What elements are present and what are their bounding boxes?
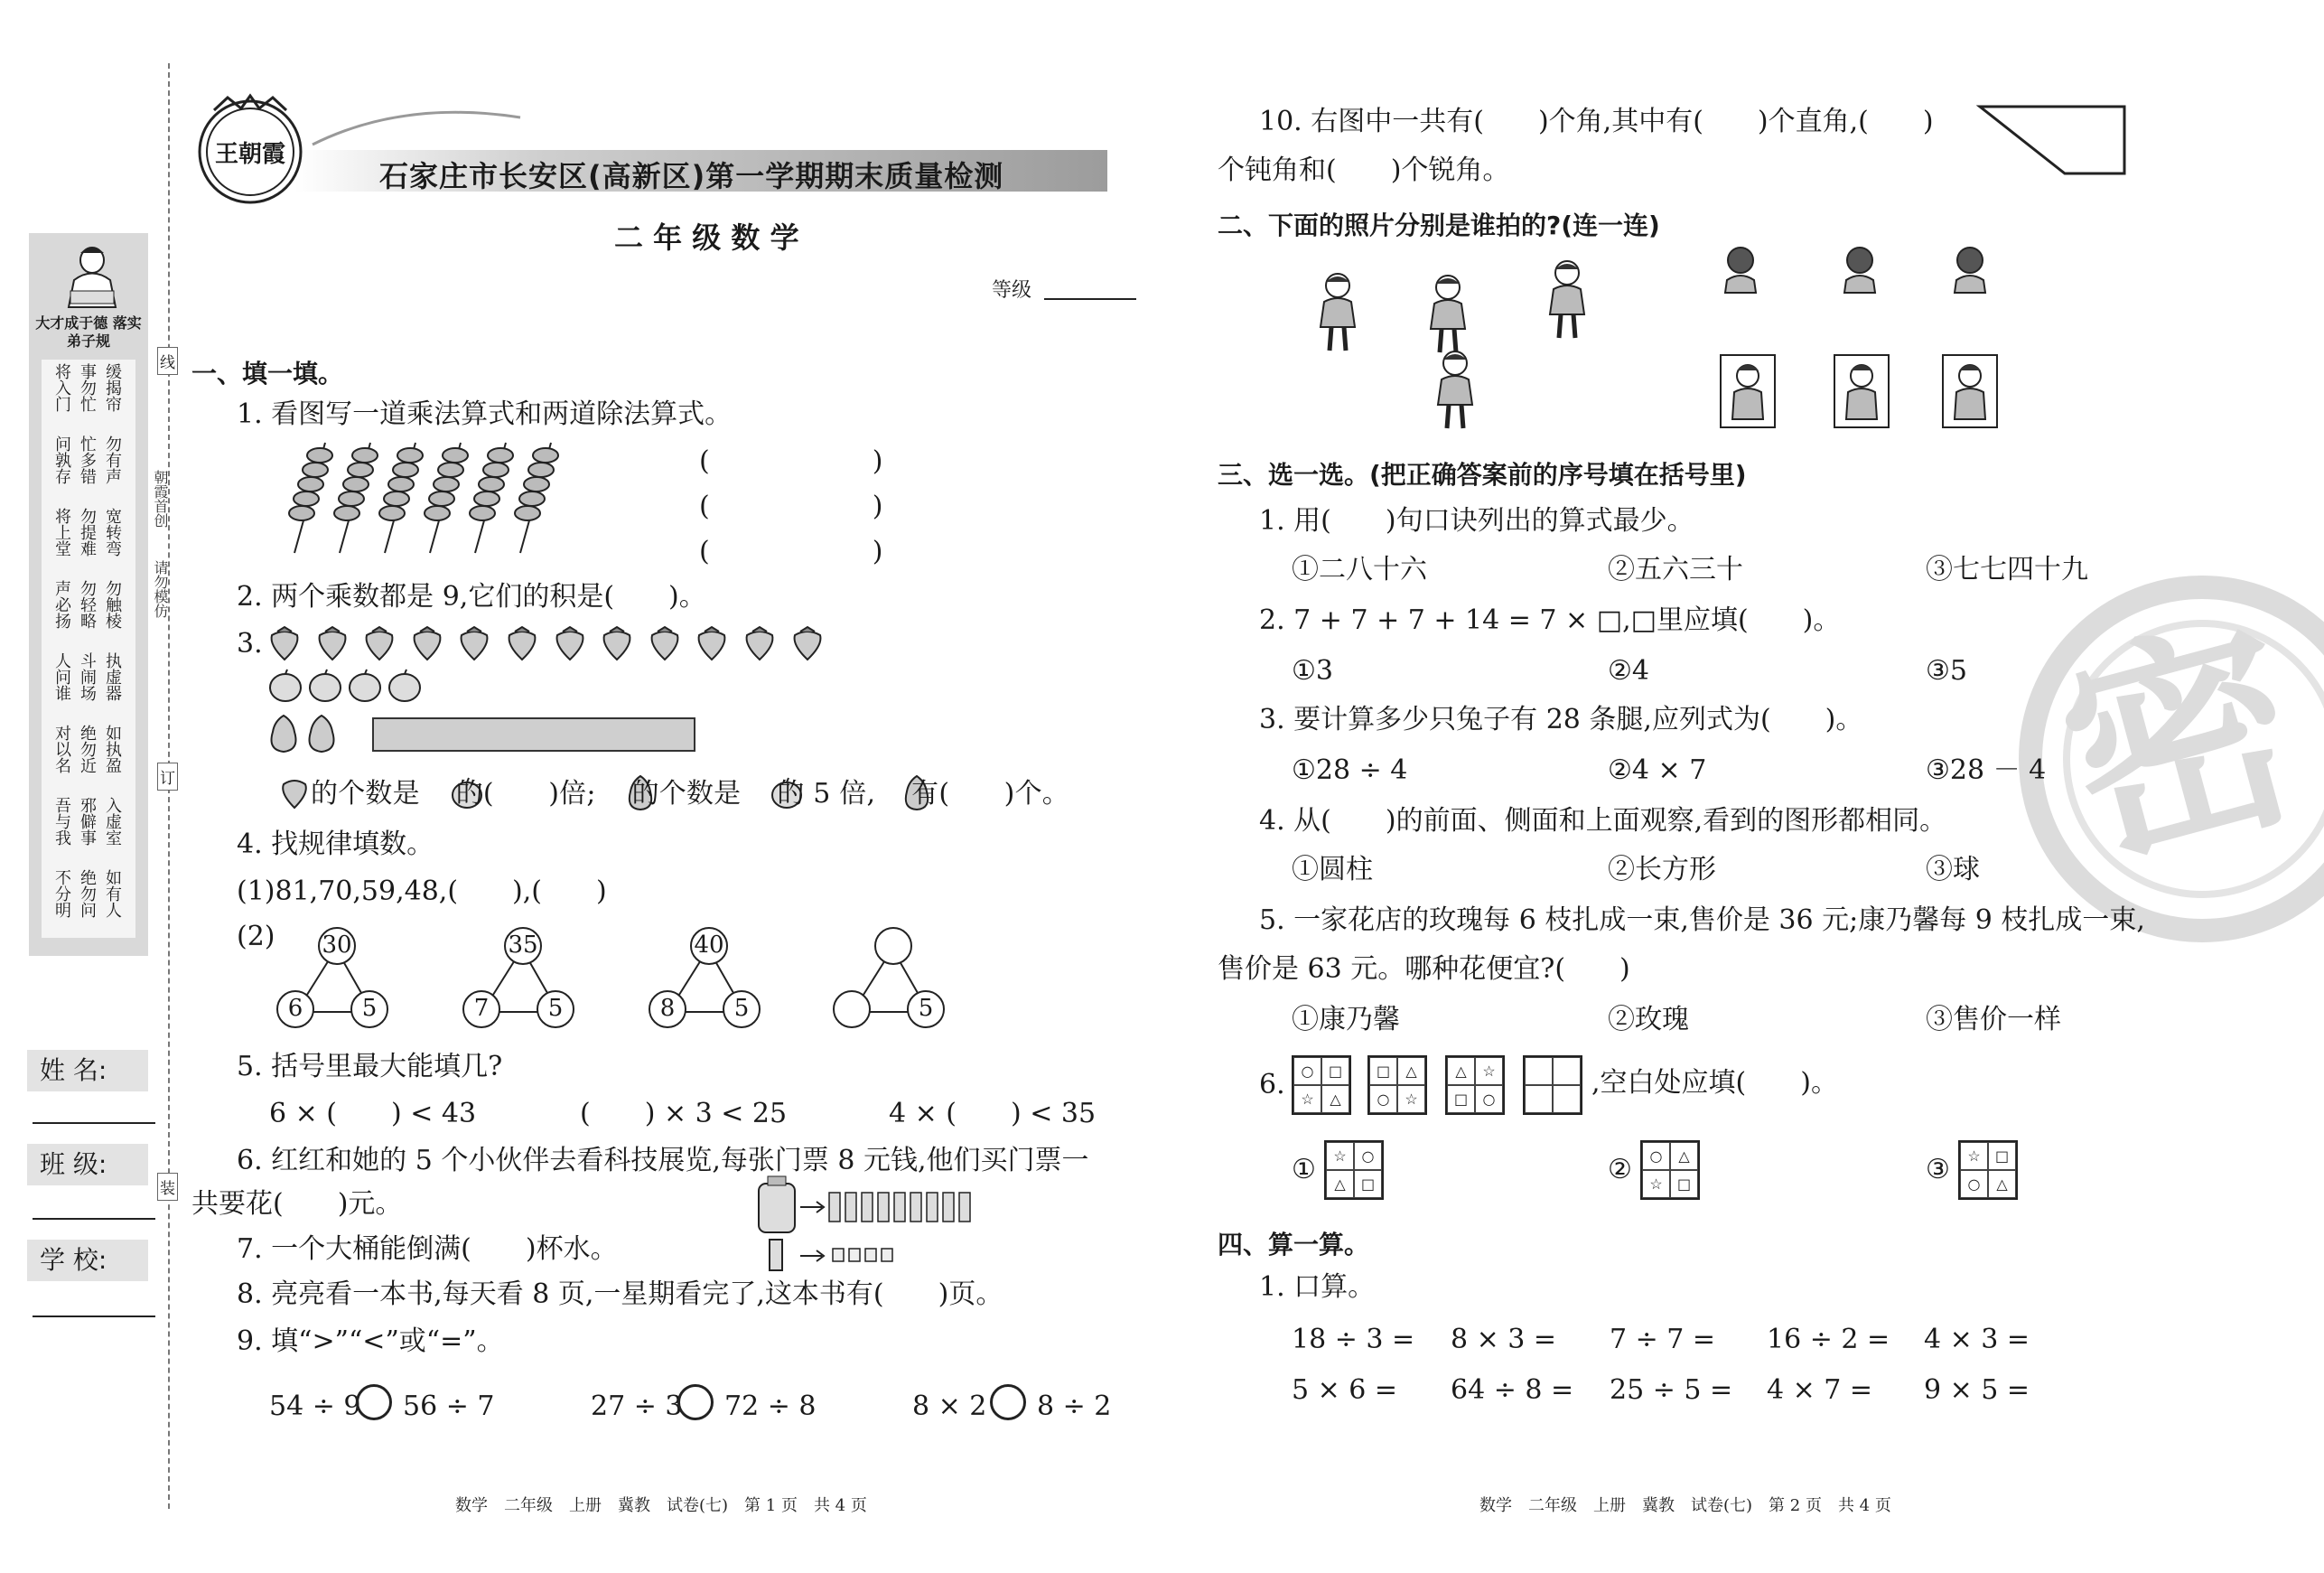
triangle-top-number [874, 927, 912, 965]
c4-opt-1[interactable]: ①圆柱 [1292, 854, 1373, 885]
side-verse-col: 勿轻略 [78, 580, 97, 629]
triangle-top-number: 35 [504, 927, 542, 965]
strawberry-inline-icon [278, 775, 311, 810]
candied-fruit-skewers-icon [285, 441, 574, 553]
section-3-heading: 三、选一选。(把正确答案前的序号填在括号里) [1218, 460, 1747, 490]
child-head-icon [1839, 244, 1881, 295]
side-verse-col: 将上堂 [52, 508, 71, 557]
q10-text-line2: 个钝角和( )个锐角。 [1218, 154, 1510, 186]
q9-text: 9. 填“>”“<”或“=”。 [237, 1325, 504, 1357]
c2-opt-2[interactable]: ②4 [1608, 655, 1649, 687]
shape-cell: △ [1447, 1057, 1475, 1085]
c6-option-grid[interactable] [1958, 1140, 2018, 1200]
side-verse-col: 斗闹场 [78, 652, 97, 701]
child-figure-icon [1535, 258, 1599, 342]
shape-cell: ☆ [1293, 1085, 1321, 1113]
c1-opt-3[interactable]: ③七七四十九 [1926, 554, 2088, 585]
q5-item-1: 6 × ( ) < 43 [269, 1098, 477, 1129]
apple-icon [267, 669, 303, 703]
shape-cell: △ [1988, 1170, 2016, 1198]
strawberry-icon [553, 625, 587, 661]
q9-right-1: 56 ÷ 7 [403, 1390, 495, 1422]
q9-compare-circle-1[interactable] [356, 1384, 392, 1420]
shape-cell: ○ [1293, 1057, 1321, 1085]
q4-part2-label: (2) [237, 921, 275, 952]
side-motto: 大才成于德 落实弟子规 [35, 314, 142, 350]
margin-mark-3: 装 [157, 1173, 178, 1201]
q7-text: 7. 一个大桶能倒满( )杯水。 [237, 1233, 618, 1265]
side-verse-col: 缓揭帘 [103, 363, 122, 412]
c1-opt-1[interactable]: ①二八十六 [1292, 554, 1427, 585]
strawberry-icon [362, 625, 397, 661]
page-subtitle: 二 年 级 数 学 [614, 220, 799, 255]
shape-grid [1523, 1055, 1582, 1115]
triangle-top-number: 30 [318, 927, 356, 965]
angle-figure-icon [1974, 101, 2128, 179]
child-figure-icon [1423, 349, 1487, 432]
grade-label: 等级 [992, 279, 1032, 302]
shape-cell: △ [1321, 1085, 1349, 1113]
shape-cell: □ [1321, 1057, 1349, 1085]
strawberry-icon [315, 625, 350, 661]
triangle-left-number: 8 [649, 990, 686, 1028]
side-verse-col: 宽转弯 [103, 508, 122, 557]
c2-opt-1[interactable]: ①3 [1292, 655, 1333, 687]
side-verse-col: 不分明 [52, 869, 71, 918]
k1-text: 1. 口算。 [1259, 1271, 1376, 1303]
shape-cell [1525, 1085, 1553, 1113]
strawberry-icon [742, 625, 777, 661]
section-4-heading: 四、算一算。 [1218, 1230, 1370, 1259]
c2-opt-3[interactable]: ③5 [1926, 655, 1967, 687]
answer-bar [372, 717, 695, 752]
side-verse-col: 对以名 [52, 725, 71, 773]
strawberry-icon [457, 625, 491, 661]
side-verse-col: 绝勿近 [78, 725, 97, 773]
c3-opt-1[interactable]: ①28 ÷ 4 [1292, 754, 1408, 786]
school-field[interactable] [33, 1316, 155, 1317]
q9-left-1: 54 ÷ 9 [269, 1390, 361, 1422]
side-verse-col: 人问谁 [52, 652, 71, 701]
q9-compare-circle-2[interactable] [677, 1384, 714, 1420]
side-verse-col: 勿有声 [103, 435, 122, 484]
side-verse-col: 声必扬 [52, 580, 71, 629]
shape-cell: ☆ [1642, 1170, 1670, 1198]
shape-cell: ○ [1960, 1170, 1988, 1198]
side-verse-col: 绝勿问 [78, 869, 97, 918]
brand-logo-text: 王朝霞 [215, 141, 286, 168]
side-note-2: 请勿模仿 [152, 560, 169, 618]
oral-calc-item: 4 × 7 = [1767, 1374, 1873, 1406]
shape-cell: ○ [1369, 1085, 1397, 1113]
shape-grid [1367, 1055, 1427, 1115]
c6-option-grid[interactable] [1324, 1140, 1384, 1200]
c3-text: 3. 要计算多少只兔子有 28 条腿,应列式为( )。 [1259, 704, 1863, 735]
water-bucket-cups-icon [755, 1175, 1008, 1274]
c5-opt-1[interactable]: ①康乃馨 [1292, 1004, 1400, 1035]
q4-text: 4. 找规律填数。 [237, 829, 434, 860]
q9-compare-circle-3[interactable] [990, 1384, 1026, 1420]
side-verse-col: 入虚室 [103, 797, 122, 846]
oral-calc-item: 25 ÷ 5 = [1610, 1374, 1733, 1406]
q5-item-3: 4 × ( ) < 35 [889, 1098, 1097, 1129]
pear-icon [266, 712, 347, 754]
child-figure-icon [1416, 273, 1479, 356]
section-2-heading: 二、下面的照片分别是谁拍的?(连一连) [1218, 211, 1660, 240]
shape-cell [1525, 1057, 1553, 1085]
name-label: 姓 名: [27, 1050, 148, 1091]
q1-text: 1. 看图写一道乘法算式和两道除法算式。 [237, 398, 733, 430]
page-title: 石家庄市长安区(高新区)第一学期期末质量检测 [379, 159, 1004, 193]
c1-text: 1. 用( )句口诀列出的算式最少。 [1259, 505, 1694, 537]
shape-cell: □ [1354, 1170, 1382, 1198]
shape-cell: ○ [1354, 1142, 1382, 1170]
q5-text: 5. 括号里最大能填几? [237, 1051, 503, 1082]
watermark-character: 密 [2038, 588, 2324, 902]
c5-opt-3[interactable]: ③售价一样 [1926, 1004, 2061, 1035]
shape-cell [1553, 1085, 1581, 1113]
shape-grid [1292, 1055, 1351, 1115]
section-1-heading: 一、填一填。 [191, 359, 344, 389]
q1-blank-2[interactable]: ( ) [699, 491, 883, 522]
shape-cell: ○ [1475, 1085, 1503, 1113]
shape-cell: ☆ [1960, 1142, 1988, 1170]
side-verse-col: 如执盈 [103, 725, 122, 773]
oral-calc-item: 5 × 6 = [1292, 1374, 1398, 1406]
q3-text: 的个数是 的( )倍; 的个数是 的 5 倍, 有( )个。 [311, 778, 1069, 810]
c2-text: 2. 7 + 7 + 7 + 14 = 7 × □,□里应填( )。 [1259, 604, 1841, 636]
oral-calc-item: 16 ÷ 2 = [1767, 1324, 1890, 1355]
child-head-icon [1720, 244, 1761, 295]
q9-right-3: 8 ÷ 2 [1037, 1390, 1112, 1422]
c5-text-line2: 售价是 63 元。哪种花便宜?( ) [1218, 953, 1630, 985]
strawberry-icon [410, 625, 444, 661]
triangle-right-number: 5 [723, 990, 761, 1028]
triangle-right-number: 5 [537, 990, 574, 1028]
photo-frame[interactable] [1720, 354, 1776, 428]
q9-right-2: 72 ÷ 8 [724, 1390, 817, 1422]
q9-left-2: 27 ÷ 3 [591, 1390, 683, 1422]
shape-cell: □ [1447, 1085, 1475, 1113]
side-verse-col: 忙多错 [78, 435, 97, 484]
grade-field[interactable] [1044, 298, 1136, 300]
q6-text-line1: 6. 红红和她的 5 个小伙伴去看科技展览,每张门票 8 元钱,他们买门票一 [237, 1145, 1089, 1176]
side-verse-col: 执虚器 [103, 652, 122, 701]
c6-option-grid[interactable] [1640, 1140, 1700, 1200]
apple-icon [307, 669, 343, 703]
q8-text: 8. 亮亮看一本书,每天看 8 页,一星期看完了,这本书有( )页。 [237, 1278, 1003, 1310]
c3-opt-2[interactable]: ②4 × 7 [1608, 754, 1707, 786]
strawberry-icon [267, 625, 302, 661]
triangle-right-number: 5 [907, 990, 945, 1028]
shape-cell: △ [1326, 1170, 1354, 1198]
q5-item-2: ( ) × 3 < 25 [580, 1098, 788, 1129]
c6-number: 6. [1259, 1069, 1285, 1100]
child-figure-icon [1306, 271, 1369, 354]
shape-cell: ☆ [1475, 1057, 1503, 1085]
c4-opt-3[interactable]: ③球 [1926, 854, 1980, 885]
photo-frame[interactable] [1942, 354, 1998, 428]
side-verse-col: 问孰存 [52, 435, 71, 484]
oral-calc-item: 9 × 5 = [1924, 1374, 2030, 1406]
shape-cell: □ [1369, 1057, 1397, 1085]
footer-left: 数学 二年级 上册 冀教 试卷(七) 第 1 页 共 4 页 [455, 1496, 867, 1515]
margin-mark-1: 线 [157, 347, 178, 375]
c4-text: 4. 从( )的前面、侧面和上面观察,看到的图形都相同。 [1259, 805, 1947, 837]
name-field[interactable] [33, 1122, 155, 1124]
strawberry-icon [790, 625, 825, 661]
q2-text: 2. 两个乘数都是 9,它们的积是( )。 [237, 581, 706, 613]
c5-text-line1: 5. 一家花店的玫瑰每 6 枝扎成一束,售价是 36 元;康乃馨每 9 枝扎成一束, [1259, 904, 2145, 936]
side-verse-col: 邪僻事 [78, 797, 97, 846]
scholar-figure-icon [56, 244, 128, 314]
oral-calc-item: 4 × 3 = [1924, 1324, 2030, 1355]
apple-icon [347, 669, 383, 703]
q9-left-3: 8 × 2 [912, 1390, 987, 1422]
c6-option-label[interactable]: ③ [1926, 1154, 1950, 1185]
photo-frame[interactable] [1834, 354, 1890, 428]
q1-blank-1[interactable]: ( ) [699, 445, 883, 477]
apple-icon [387, 669, 423, 703]
c5-opt-2[interactable]: ②玫瑰 [1608, 1004, 1689, 1035]
school-label: 学 校: [27, 1240, 148, 1281]
shape-cell: □ [1988, 1142, 2016, 1170]
c1-opt-2[interactable]: ②五六三十 [1608, 554, 1743, 585]
shape-cell: △ [1397, 1057, 1425, 1085]
side-verse-col: 将入门 [52, 363, 71, 412]
c4-opt-2[interactable]: ②长方形 [1608, 854, 1716, 885]
side-note-1: 朝霞首创 [152, 470, 169, 528]
side-verse-col: 如有人 [103, 869, 122, 918]
side-verse-col: 吾与我 [52, 797, 71, 846]
q3-number: 3. [237, 628, 263, 660]
class-label: 班 级: [27, 1144, 148, 1185]
oral-calc-item: 8 × 3 = [1451, 1324, 1557, 1355]
oral-calc-item: 7 ÷ 7 = [1610, 1324, 1716, 1355]
child-head-icon [1949, 244, 1991, 295]
shape-cell: ○ [1642, 1142, 1670, 1170]
strawberry-icon [695, 625, 729, 661]
shape-cell: ☆ [1397, 1085, 1425, 1113]
margin-mark-2: 订 [157, 763, 178, 791]
triangle-left-number: 7 [462, 990, 500, 1028]
side-verse-col: 勿触棱 [103, 580, 122, 629]
strawberry-icon [600, 625, 634, 661]
q10-text-line1: 10. 右图中一共有( )个角,其中有( )个直角,( ) [1259, 106, 1934, 137]
triangle-right-number: 5 [350, 990, 388, 1028]
shape-cell [1553, 1057, 1581, 1085]
c6-option-label[interactable]: ② [1608, 1154, 1632, 1185]
side-verse-col: 勿提难 [78, 508, 97, 557]
oral-calc-item: 64 ÷ 8 = [1451, 1374, 1574, 1406]
q4-part1: (1)81,70,59,48,( ),( ) [237, 875, 607, 907]
triangle-left-number [833, 990, 871, 1028]
shape-grid [1445, 1055, 1505, 1115]
c6-text: ,空白处应填( )。 [1591, 1067, 1838, 1099]
oral-calc-item: 18 ÷ 3 = [1292, 1324, 1415, 1355]
q6-text-line2: 共要花( )元。 [191, 1188, 403, 1220]
q1-blank-3[interactable]: ( ) [699, 536, 883, 567]
shape-cell: □ [1670, 1170, 1698, 1198]
c6-option-label[interactable]: ① [1292, 1154, 1316, 1185]
strawberry-icon [505, 625, 539, 661]
side-verse-col: 事勿忙 [78, 363, 97, 412]
shape-cell: △ [1670, 1142, 1698, 1170]
class-field[interactable] [33, 1218, 155, 1220]
triangle-left-number: 6 [276, 990, 314, 1028]
c3-opt-3[interactable]: ③28 － 4 [1926, 754, 2047, 786]
shape-cell: ☆ [1326, 1142, 1354, 1170]
triangle-top-number: 40 [690, 927, 728, 965]
footer-right: 数学 二年级 上册 冀教 试卷(七) 第 2 页 共 4 页 [1479, 1496, 1891, 1515]
strawberry-icon [648, 625, 682, 661]
